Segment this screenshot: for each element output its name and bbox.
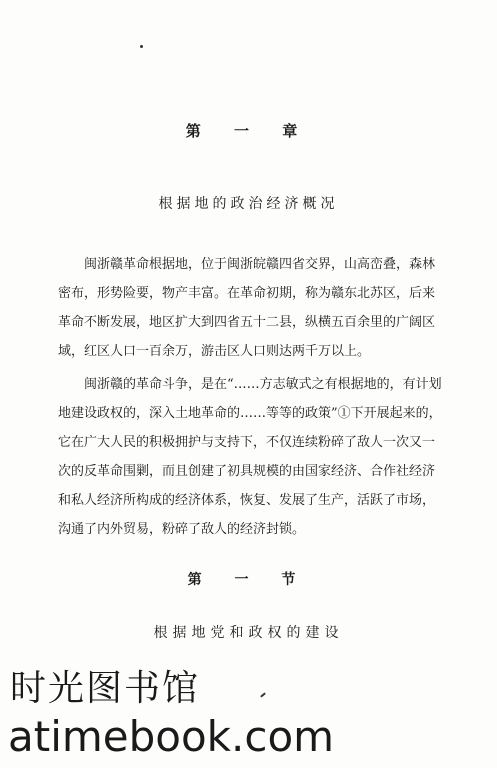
paragraph-line: 它在广大人民的积极拥护与支持下，不仅连续粉碎了敌人一次又一 [58, 435, 436, 450]
section-title: 根据地党和政权的建设 [153, 625, 344, 641]
watermark-name: 时光图书馆 [10, 668, 201, 709]
ink-speck [260, 692, 266, 697]
paragraph-line: 域，红区人口一百余万，游击区人口则达两千万以上。 [58, 344, 371, 359]
paragraph-line: 革命不断发展，地区扩大到四省五十二县，纵横五百余里的广阔区 [58, 315, 436, 330]
watermark-url: atimebook.com [8, 712, 335, 761]
paragraph-line: 次的反革命围剿，而且创建了初具规模的由国家经济、合作社经济 [58, 464, 436, 479]
paragraph-line: 密布，形势险要，物产丰富。在革命初期，称为赣东北苏区，后来 [58, 286, 436, 301]
paragraph-line: 和私人经济所构成的经济体系，恢复、发展了生产，活跃了市场， [58, 493, 436, 508]
paragraph-line: 闽浙赣革命根据地，位于闽浙皖赣四省交界，山高峦叠，森林 [84, 257, 436, 272]
paragraph-line: 闽浙赣的革命斗争，是在“……方志敏式之有根据地的，有计划 [84, 377, 442, 392]
section-heading: 第 一 节 [187, 572, 310, 588]
paragraph-2 [58, 370, 458, 544]
chapter-heading: 第 一 章 [185, 122, 312, 140]
paragraph-1 [58, 250, 458, 366]
paragraph-line: 地建设政权的，深入土地革命的……等等的政策”①下开展起来的， [58, 406, 442, 421]
paragraph-line: 沟通了内外贸易，粉碎了敌人的经济封锁。 [58, 522, 306, 537]
ink-speck [140, 45, 143, 48]
chapter-title: 根据地的政治经济概况 [158, 196, 339, 212]
